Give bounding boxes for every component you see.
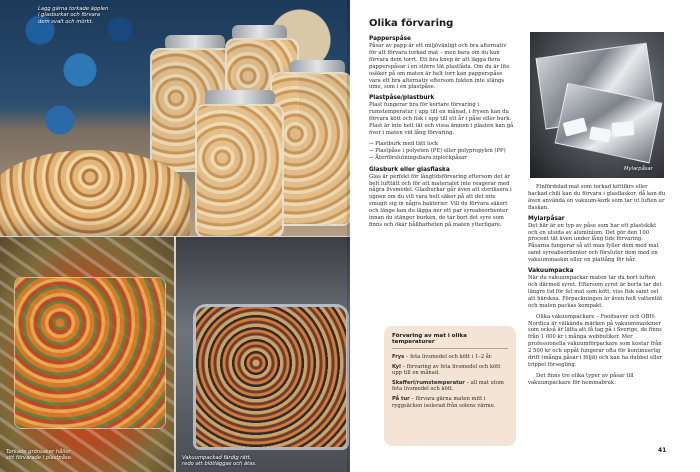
photo-vacuum-packed-meal [176, 237, 350, 472]
item-text: – förvara gärna maten mitt i ryggsäcken isolerad från solens värme. [392, 395, 496, 409]
photo-jars-dried-apples [0, 0, 350, 236]
photo-caption-bottom-right: Vakuumpackad färdig rätt, redo att blötläggas och ätas. [182, 455, 257, 468]
item-label: På tur [392, 395, 410, 402]
photo-dried-vegetables-bag [0, 237, 174, 472]
text-column-1 [369, 36, 515, 233]
info-box-item [392, 396, 508, 409]
item-label: Skafferi/rumstemperatur [392, 379, 465, 386]
list-item: → Plastpåse i polyeten (PE) eller polypropylen (PP) [369, 148, 515, 155]
vacuum-bag [196, 307, 346, 447]
section-heading: Plastpåse/plastburk [369, 95, 435, 102]
item-text: – feta livsmedel och kött i 1–2 år. [404, 354, 493, 360]
section-text: Påsar av papp är ett miljövänligt och bra alternativ för att förvara torkad mat – men bara om du kan förvara dem torrt. Ett bra knep är att lägga flera papperspåsar i en större tät plastlåda. Om du är lite osäker på om maten är helt torr kan papperspåse vara ett bra alternativ eftersom fukten inte stängs inne, som i en plastpåse. [369, 43, 510, 91]
text-column-2 [528, 184, 666, 391]
photo-caption-bottom-left: Torkade grönsaker håller sitt förvarade i plastpåse. [6, 449, 73, 462]
section-heading: Papperspåse [369, 36, 411, 42]
page-title: Olika förvaring [369, 18, 454, 29]
column-intro-text: Finfördelad mat som torkad köttfärs eller hackad chili kan du förvara i glasflaskor, då kan du även använda en vakuum-kork som tar ut luften ur flaskan. [528, 184, 666, 211]
section-heading: Mylarpåsar [528, 215, 565, 222]
list-item: → Återförslutningsbara ziplockpåsar [369, 155, 515, 162]
page-number: 41 [658, 447, 667, 454]
section-plastpase [369, 95, 515, 161]
item-label: Frys [392, 354, 405, 360]
section-text: När du vakuumpackar maten tar du bort luften och därmed syret. Eftersom syret är borta tar det längre tid för fet mat som kött, viss fisk samt ost att härskna. Förpackningen är även helt vattentät och maten packas kompakt. [528, 275, 663, 309]
section-papperspase [369, 36, 515, 91]
info-box-item [392, 380, 508, 393]
list-item: → Plastburk med tätt lock [369, 141, 515, 148]
item-text: – förvaring av feta livsmedel och kött upp till en månad. [392, 363, 501, 377]
section-text: Det finns tre olika typer av påsar till vakuumpackare för hemmabruk: [528, 372, 634, 386]
section-text: Plast fungerar bra för kortare förvaring i rumstemperatur i upp till en månad, i frysen kan du förvara kött och fisk i upp till ett år i påse eller burk. Plast är inte helt tät och vissa ämnen i plasten kan gå över i maten vid lång förvaring. [369, 102, 514, 136]
photo-caption-mylar: Mylarpåsar [624, 166, 653, 172]
glass-jar [195, 104, 284, 236]
info-box-item [392, 364, 508, 377]
plastic-bag [14, 277, 166, 429]
photo-caption-top: Lagg gärna torkade äpplen i glasburkar och förvara dem svalt och mörkt. [38, 6, 109, 25]
section-text: Det här är en typ av påse som har ett plastskikt och en utsida av aluminium. Det gör den 100 procent tät även under lång tids förvaring. Påsarna fungerar så att man fyller dem med mat samt syreabsorbenter och försluter dem med en vakuummaskin eller en plattång för hår. [528, 222, 659, 264]
info-box-title: Förvaring av mat i olika temperaturer [392, 333, 508, 349]
item-text: – all mat utom feta livsmedel och kött. [392, 379, 504, 393]
arrow-list [369, 141, 515, 162]
section-heading: Vakuumpacka [528, 268, 574, 275]
item-label: Kyl [392, 363, 401, 370]
section-text: Glas är perfekt för långtidsförvaring eftersom det är helt lufttätt och för att materialet inte reagerar med några livsmedel. Glasburkar går även att sterilisera i ugnen om du vill vara helt säker på att det inte smugit sig in några bakterier. Vill du förvara säkert och länge kan du lägga ner ett par syreabsorbenter innan du stänger burken, de tar bort det syre som finns och ökar hållbarheten på maten ytterligare. [369, 173, 512, 228]
photo-mylar-bags [530, 32, 664, 178]
bowl-of-apple-rings [0, 150, 190, 236]
temperature-info-box [384, 326, 516, 446]
oxygen-absorber-packet [611, 121, 634, 137]
section-text: Olika vakuumpackare – Foodsaver och OBH-Nordica är välkända märken på vakuummaskiner som också är lätta att få tag på i Sverige, de finns från 1 000 kr i många webbutiker. Mer professionella vakuumförpackare som kostar från 2 500 kr och uppåt fungerar ofta för kontinuerlig drift (många påsar i följd) och kan ha dubbel eller trippel försegling. [528, 313, 663, 368]
info-box-item [392, 354, 508, 361]
section-heading: Glasburk eller glasflaska [369, 166, 450, 173]
section-glasburk [369, 167, 515, 229]
